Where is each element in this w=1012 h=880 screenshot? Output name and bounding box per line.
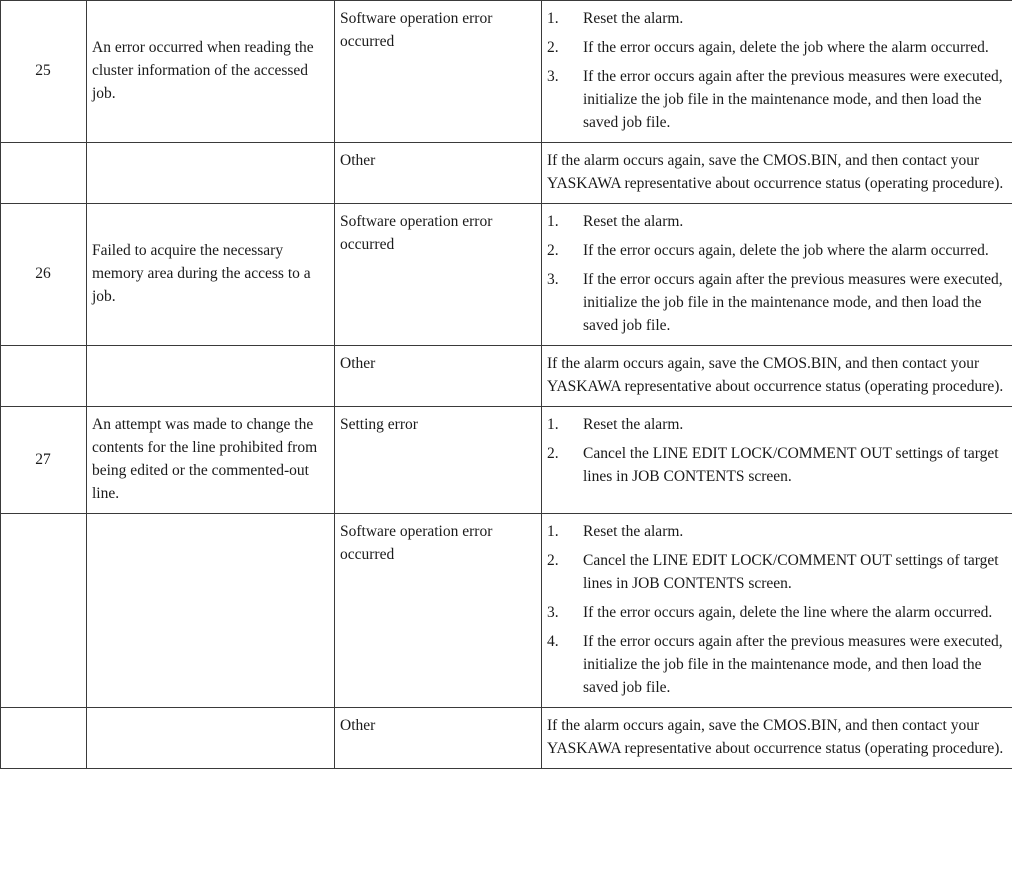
detail-cell: Setting error bbox=[335, 407, 542, 514]
step-number: 1. bbox=[547, 416, 559, 433]
cause-cell bbox=[87, 143, 335, 204]
remedy-step bbox=[547, 601, 1006, 624]
subcode-cell bbox=[1, 514, 87, 708]
remedy-step bbox=[547, 210, 1006, 233]
detail-cell: Software operation error occurred bbox=[335, 1, 542, 143]
cause-cell: Failed to acquire the necessary memory area during the access to a job. bbox=[87, 204, 335, 346]
table-row bbox=[1, 407, 1012, 514]
step-text: If the error occurs again, delete the job where the alarm occurred. bbox=[583, 39, 989, 56]
step-number: 4. bbox=[547, 633, 559, 650]
detail-cell: Other bbox=[335, 708, 542, 769]
cause-cell bbox=[87, 514, 335, 708]
step-text: If the error occurs again after the previous measures were executed, initialize the job file in the maintenance mode, and then load the saved job file. bbox=[583, 68, 1003, 131]
remedy-cell: If the alarm occurs again, save the CMOS.BIN, and then contact your YASKAWA representative about occurrence status (operating procedure). bbox=[542, 708, 1012, 769]
step-number: 2. bbox=[547, 552, 559, 569]
remedy-step bbox=[547, 268, 1006, 337]
remedy-step bbox=[547, 7, 1006, 30]
table-row bbox=[1, 204, 1012, 346]
subcode-cell: 26 bbox=[1, 204, 87, 346]
subcode-cell: 27 bbox=[1, 407, 87, 514]
subcode-cell bbox=[1, 708, 87, 769]
step-number: 2. bbox=[547, 39, 559, 56]
remedy-steps bbox=[547, 7, 1006, 134]
remedy-steps bbox=[547, 210, 1006, 337]
detail-cell: Other bbox=[335, 143, 542, 204]
remedy-step bbox=[547, 239, 1006, 262]
step-text: If the error occurs again, delete the line where the alarm occurred. bbox=[583, 604, 993, 621]
remedy-step bbox=[547, 442, 1006, 488]
step-text: Reset the alarm. bbox=[583, 213, 684, 230]
remedy-cell bbox=[542, 407, 1012, 514]
remedy-steps bbox=[547, 520, 1006, 699]
remedy-cell: If the alarm occurs again, save the CMOS.BIN, and then contact your YASKAWA representative about occurrence status (operating procedure). bbox=[542, 143, 1012, 204]
step-text: Reset the alarm. bbox=[583, 416, 684, 433]
step-text: Reset the alarm. bbox=[583, 523, 684, 540]
step-number: 2. bbox=[547, 242, 559, 259]
subcode-cell bbox=[1, 143, 87, 204]
detail-cell: Software operation error occurred bbox=[335, 514, 542, 708]
detail-cell: Other bbox=[335, 346, 542, 407]
subcode-cell bbox=[1, 346, 87, 407]
remedy-step bbox=[547, 630, 1006, 699]
step-number: 3. bbox=[547, 68, 559, 85]
step-text: Reset the alarm. bbox=[583, 10, 684, 27]
remedy-cell bbox=[542, 514, 1012, 708]
step-number: 1. bbox=[547, 213, 559, 230]
table-row bbox=[1, 143, 1012, 204]
step-text: Cancel the LINE EDIT LOCK/COMMENT OUT settings of target lines in JOB CONTENTS screen. bbox=[583, 445, 999, 485]
subcode-cell: 25 bbox=[1, 1, 87, 143]
detail-cell: Software operation error occurred bbox=[335, 204, 542, 346]
cause-cell bbox=[87, 346, 335, 407]
table-row bbox=[1, 1, 1012, 143]
step-number: 3. bbox=[547, 271, 559, 288]
remedy-steps bbox=[547, 413, 1006, 488]
step-number: 1. bbox=[547, 10, 559, 27]
table-row bbox=[1, 514, 1012, 708]
remedy-step bbox=[547, 36, 1006, 59]
step-text: If the error occurs again after the previous measures were executed, initialize the job file in the maintenance mode, and then load the saved job file. bbox=[583, 633, 1003, 696]
remedy-step bbox=[547, 549, 1006, 595]
remedy-step bbox=[547, 520, 1006, 543]
remedy-step bbox=[547, 413, 1006, 436]
step-text: Cancel the LINE EDIT LOCK/COMMENT OUT settings of target lines in JOB CONTENTS screen. bbox=[583, 552, 999, 592]
step-text: If the error occurs again, delete the job where the alarm occurred. bbox=[583, 242, 989, 259]
step-number: 3. bbox=[547, 604, 559, 621]
cause-cell: An error occurred when reading the cluster information of the accessed job. bbox=[87, 1, 335, 143]
cause-cell bbox=[87, 708, 335, 769]
table-row bbox=[1, 346, 1012, 407]
cause-cell: An attempt was made to change the contents for the line prohibited from being edited or the commented-out line. bbox=[87, 407, 335, 514]
remedy-step bbox=[547, 65, 1006, 134]
remedy-cell bbox=[542, 204, 1012, 346]
remedy-cell: If the alarm occurs again, save the CMOS.BIN, and then contact your YASKAWA representative about occurrence status (operating procedure). bbox=[542, 346, 1012, 407]
remedy-cell bbox=[542, 1, 1012, 143]
step-text: If the error occurs again after the previous measures were executed, initialize the job file in the maintenance mode, and then load the saved job file. bbox=[583, 271, 1003, 334]
table-row bbox=[1, 708, 1012, 769]
step-number: 1. bbox=[547, 523, 559, 540]
step-number: 2. bbox=[547, 445, 559, 462]
